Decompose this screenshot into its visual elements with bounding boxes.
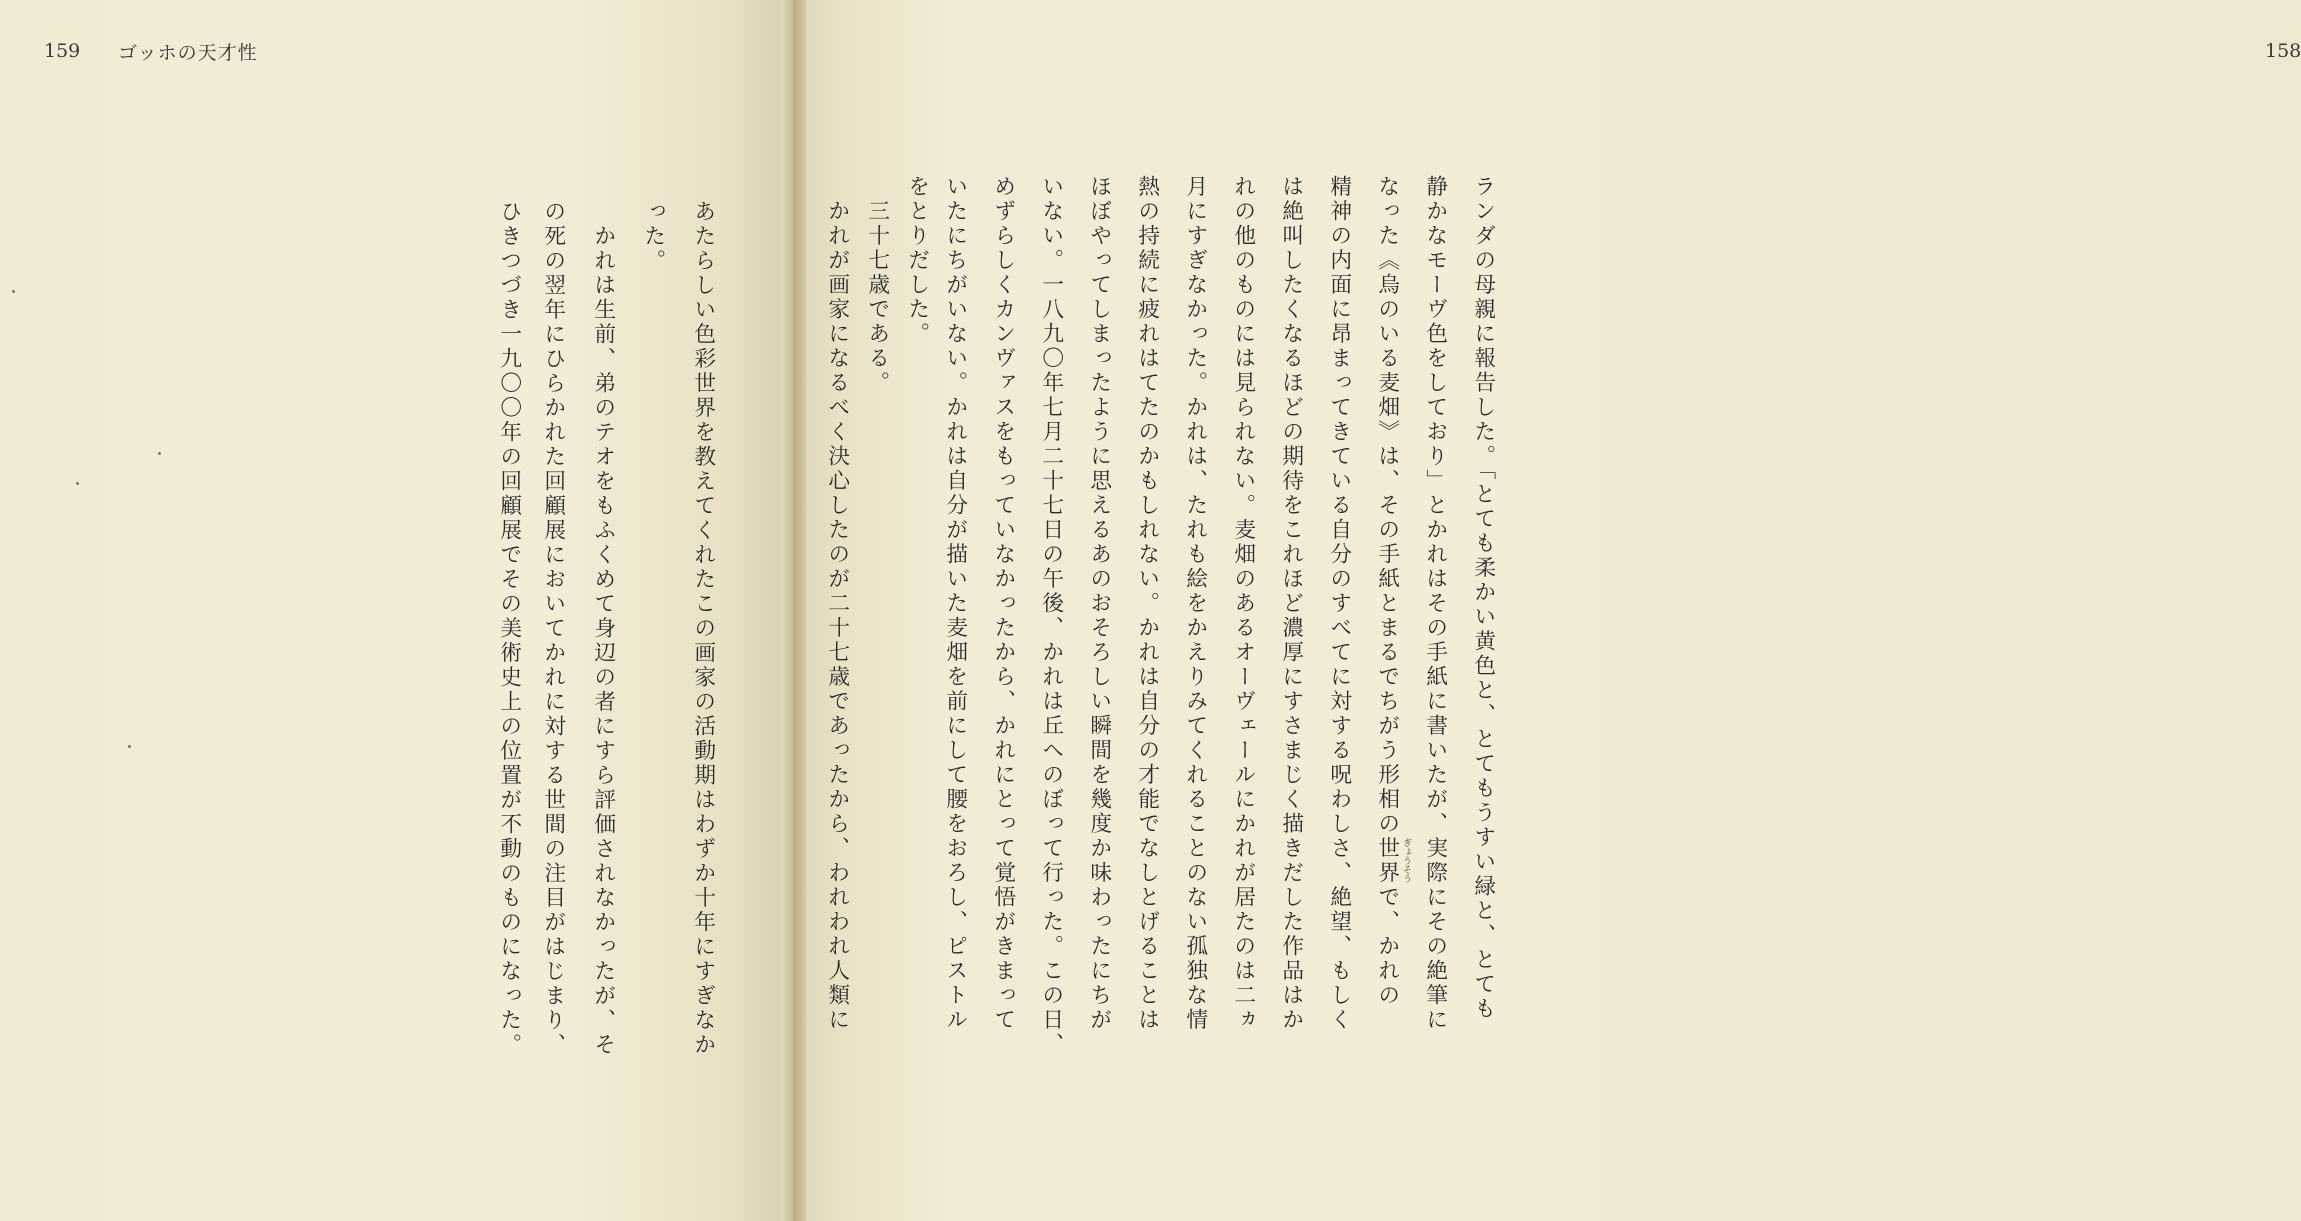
text-line: 精神の内面に昂まってきている自分のすべてに対する呪わしさ、絶望、もしく (1326, 175, 1352, 1033)
text-line: かれは生前、弟のテオをもふくめて身辺の者にすら評価されなかったが、そ (590, 200, 616, 1058)
paper-speck (128, 745, 131, 748)
page-number-left: 159 (44, 40, 81, 62)
text-line: かれが画家になるべく決心したのが二十七歳であったから、われわれ人類に (824, 175, 850, 1033)
text-line: ひきつづき一九〇〇年の回顧展でその美術史上の位置が不動のものになった。 (496, 200, 522, 1058)
text-line: 月にすぎなかった。かれは、たれも絵をかえりみてくれることのない孤独な情 (1182, 175, 1208, 1033)
text-line: いたにちがいない。かれは自分が描いた麦畑を前にして腰をおろし、ピストル (942, 175, 968, 1033)
paper-speck (158, 452, 161, 455)
book-gutter (780, 0, 806, 1221)
text-line: めずらしくカンヴァスをもっていなかったから、かれにとって覚悟がきまって (990, 175, 1016, 1033)
text-line: いない。一八九〇年七月二十七日の午後、かれは丘へのぼって行った。この日、 (1038, 175, 1064, 1057)
text-line: をとりだした。 (904, 175, 930, 347)
text-line: 静かなモーヴ色をしており」とかれはその手紙に書いたが、実際にその絶筆に (1422, 175, 1448, 1033)
page-number-right: 158 (2265, 40, 2301, 62)
text-line: ほぼやってしまったように思えるあのおそろしい瞬間を幾度か味わったにちが (1086, 175, 1112, 1033)
text-line: なった《烏のいる麦畑》は、その手紙とまるでちがう形相の世界で、かれの (1374, 175, 1400, 1008)
text-line: れの他のものには見られない。麦畑のあるオーヴェールにかれが居たのは二ヵ (1230, 175, 1256, 1033)
running-head: ゴッホの天才性 (118, 42, 258, 64)
text-line: 熱の持続に疲れはてたのかもしれない。かれは自分の才能でなしとげることは (1134, 175, 1160, 1033)
text-line: 三十七歳である。 (864, 175, 890, 396)
ruby-annotation: ぎょうそう (1401, 838, 1411, 883)
text-line: の死の翌年にひらかれた回顧展においてかれに対する世間の注目がはじまり、 (540, 200, 566, 1058)
left-page (0, 0, 792, 1221)
text-line: った。 (640, 200, 666, 274)
text-line: は絶叫したくなるほどの期待をこれほど濃厚にすさまじく描きだした作品はか (1278, 175, 1304, 1033)
right-page (792, 0, 2301, 1221)
paper-speck (76, 482, 79, 485)
text-line: ランダの母親に報告した。「とても柔かい黄色と、とてもうすい緑と、とても (1470, 175, 1496, 1022)
paper-speck (12, 290, 15, 293)
text-line: あたらしい色彩世界を教えてくれたこの画家の活動期はわずか十年にすぎなか (690, 200, 716, 1058)
